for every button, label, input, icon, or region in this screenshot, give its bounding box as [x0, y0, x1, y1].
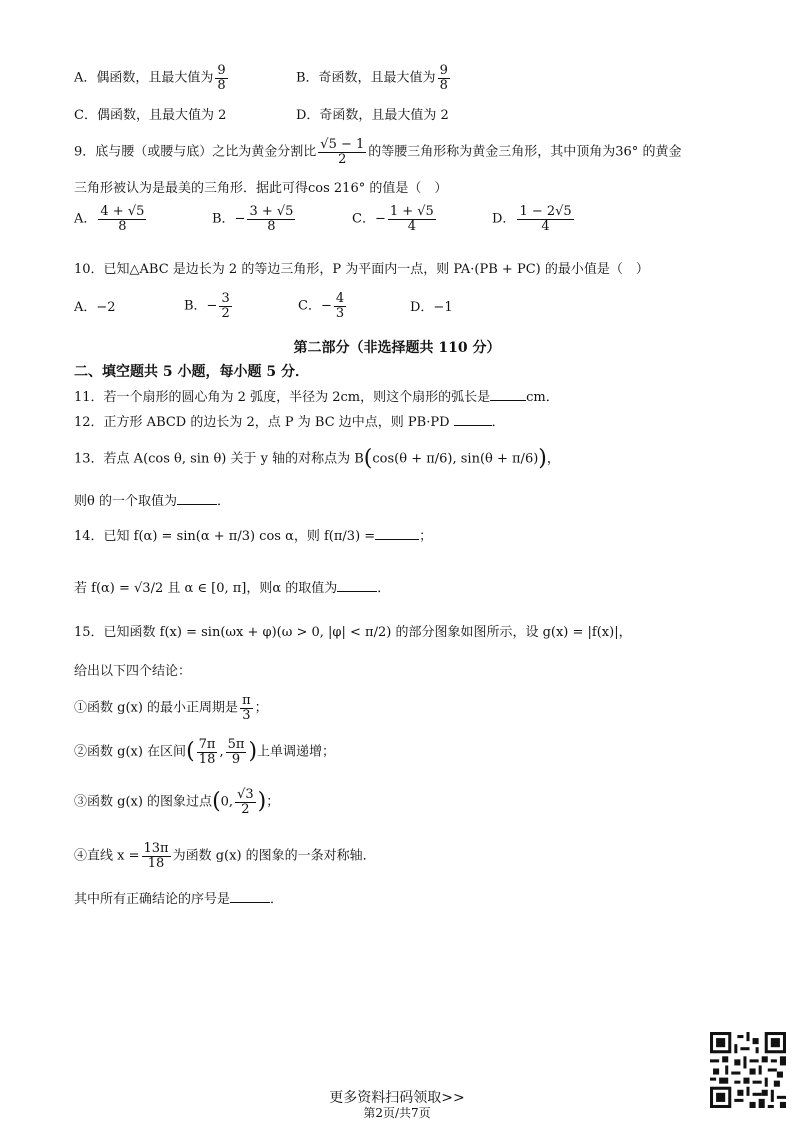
q15-intro: 给出以下四个结论：: [74, 664, 192, 679]
q15-ask: 其中所有正确结论的序号是 ．: [74, 892, 284, 907]
q13-ask: 则θ 的一个取值为 ．: [74, 494, 230, 509]
q10-option-d: D．−1: [410, 300, 453, 315]
q9-option-a: A． $\frac{4 + √5}{8}$: [74, 204, 145, 234]
q15-conclusion-2: ②函数 g(x) 在区间( $\frac{7\pi}{18}$ , $\frac{5\pi}{9}$ )上单调递增；: [74, 737, 336, 767]
q9-option-b: B．− $\frac{3 + √5}{8}$: [212, 204, 294, 234]
q10-option-a: A．−2: [74, 300, 116, 315]
q11-blank: [490, 388, 526, 401]
q11-text: 11．若一个扇形的圆心角为 2 弧度，半径为 2cm，则这个扇形的弧长是 cm．: [74, 390, 559, 405]
q15-conclusion-1: ①函数 g(x) 的最小正周期是 $\frac{\pi}{3}$ ；: [74, 693, 268, 723]
q12-text: 12．正方形 ABCD 的边长为 2，点 P 为 BC 边中点，则 PB·PD ．: [74, 415, 505, 430]
q12-blank: [454, 413, 492, 426]
q8-option-c: C．偶函数，且最大值为 2: [74, 108, 227, 123]
q9-text-line1: 9．底与腰（或腰与底）之比为黄金分割比 $\frac{√5 - 1}{2}$ 的等腰三角形称为黄金三角形，其中顶角为36° 的黄金: [74, 137, 682, 167]
q10-text: 10．已知△ABC 是边长为 2 的等边三角形，P 为平面内一点，则 PA·(PB + PC) 的最小值是（ ）: [74, 262, 649, 277]
section2-title: 二、填空题共 5 小题，每小题 5 分．: [74, 364, 309, 380]
q14-blank-1: [375, 527, 419, 540]
footer-page-number: 第2页/共7页: [363, 1106, 431, 1120]
q15-conclusion-3: ③函数 g(x) 的图象过点(0, $\frac{√3}{2}$ )；: [74, 787, 280, 817]
q15-text: 15．已知函数 f(x) = sin(ωx + φ)(ω > 0, |φ| < π/2) 的部分图象如图所示，设 g(x) = |f(x)|，: [74, 625, 632, 640]
q15-blank: [230, 890, 270, 903]
q9-text-line2: 三角形被认为是最美的三角形．据此可得cos 216° 的值是（ ）: [74, 181, 448, 196]
q9-option-d: D． $\frac{1 - 2√5}{4}$: [492, 204, 572, 234]
q15-conclusion-4: ④直线 x = $\frac{13\pi}{18}$ 为函数 g(x) 的图象的一条对称轴．: [74, 841, 376, 871]
part2-title: 第二部分（非选择题共 110 分）: [293, 340, 501, 356]
q8-option-a: A．偶函数，且最大值为 $\frac{9}{8}$: [74, 63, 226, 93]
q8-option-b: B．奇函数，且最大值为 $\frac{9}{8}$: [296, 63, 448, 93]
footer-more-link[interactable]: 更多资料扫码领取>>: [329, 1090, 465, 1106]
q10-option-c: C．− $\frac{4}{3}$: [298, 291, 345, 321]
q9-option-c: C．− $\frac{1 + √5}{4}$: [352, 204, 434, 234]
q10-option-b: B．− $\frac{3}{2}$: [184, 291, 230, 321]
q13-blank: [177, 492, 217, 505]
q14-text: 14．已知 f(α) = sin(α + π/3) cos α，则 f(π/3) = ；: [74, 529, 433, 544]
q13-text: 13．若点 A(cos θ, sin θ) 关于 y 轴的对称点为 B(cos(θ + π/6), sin(θ + π/6))，: [74, 446, 560, 471]
q14-blank-2: [337, 579, 377, 592]
q14-ask: 若 f(α) = √3/2 且 α ∈ [0, π]，则α 的取值为 ．: [74, 581, 391, 596]
q8-option-d: D．奇函数，且最大值为 2: [296, 108, 449, 123]
